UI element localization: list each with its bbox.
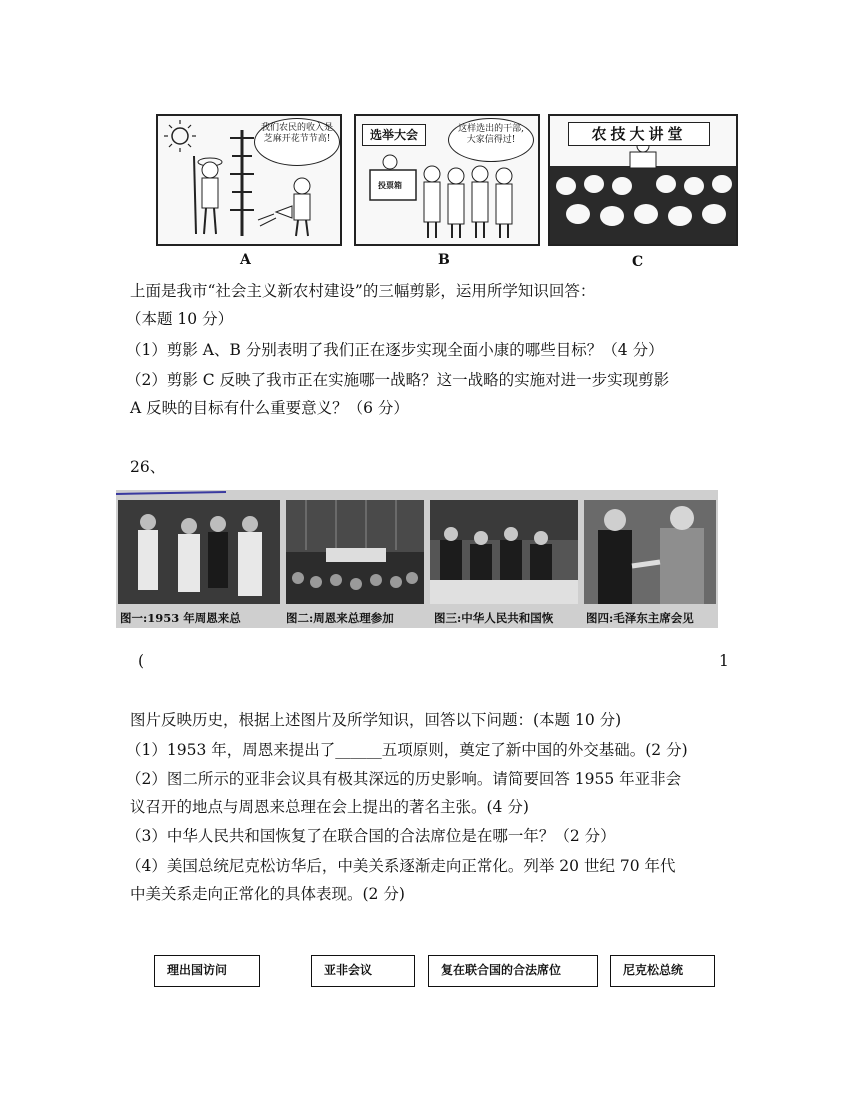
lecture-sign: 农技大讲堂 <box>568 122 710 146</box>
historical-photo-3 <box>430 500 578 604</box>
answer-box-1: 理出国访问 <box>154 955 260 987</box>
q25-question-1: （1）剪影 A、B 分别表明了我们正在逐步实现全面小康的哪些目标？（4 分） <box>126 341 664 359</box>
historical-photo-4 <box>584 500 716 604</box>
paren-left: ( <box>138 652 145 670</box>
photo-caption-2: 图二:周恩来总理参加 <box>286 611 394 625</box>
panel-label-b: B <box>438 252 450 268</box>
q25-question-2-line1: （2）剪影 C 反映了我市正在实施哪一战略？这一战略的实施对进一步实现剪影 <box>126 371 670 389</box>
photo-caption-3: 图三:中华人民共和国恢 <box>434 611 554 625</box>
photo-strip <box>116 490 718 628</box>
speech-bubble-b: 这样选出的干部,大家信得过! <box>448 118 534 162</box>
q26-question-4-line2: 中美关系走向正常化的具体表现。(2 分) <box>130 885 405 903</box>
election-sign: 选举大会 <box>362 124 426 146</box>
q26-number: 26、 <box>130 458 166 476</box>
q26-question-2-line2: 议召开的地点与周恩来总理在会上提出的著名主张。(4 分) <box>130 798 529 816</box>
answer-box-2: 亚非会议 <box>311 955 415 987</box>
q26-question-2-line1: （2）图二所示的亚非会议具有极其深远的历史影响。请简要回答 1955 年亚非会 <box>126 770 682 788</box>
cartoon-panel-a <box>156 114 342 246</box>
ballot-box-label: 投票箱 <box>378 180 402 190</box>
cartoon-panel-b <box>354 114 540 246</box>
q26-question-1: （1）1953 年，周恩来提出了______五项原则，奠定了新中国的外交基础。(2 分) <box>126 741 688 759</box>
cartoon-panel-c <box>548 114 738 246</box>
cartoon-strip <box>140 96 750 276</box>
historical-photo-1 <box>118 500 280 604</box>
q26-intro: 图片反映历史，根据上述图片及所学知识，回答以下问题：(本题 10 分) <box>130 711 622 729</box>
historical-photo-2 <box>286 500 424 604</box>
answer-box-4: 尼克松总统 <box>610 955 715 987</box>
paren-right: 1 <box>719 652 729 670</box>
speech-bubble-a: 我们农民的收入是芝麻开花节节高! <box>254 118 340 166</box>
panel-label-c: C <box>632 254 644 270</box>
q25-question-2-line2: A 反映的目标有什么重要意义？（6 分） <box>130 399 409 417</box>
q26-question-3: （3）中华人民共和国恢复了在联合国的合法席位是在哪一年？（2 分） <box>126 827 616 845</box>
q25-intro: 上面是我市“社会主义新农村建设”的三幅剪影，运用所学知识回答： <box>130 282 596 300</box>
photo-caption-1: 图一:1953 年周恩来总 <box>120 611 241 625</box>
q25-points: （本题 10 分） <box>126 310 234 328</box>
photo-caption-4: 图四:毛泽东主席会见 <box>586 611 694 625</box>
q26-question-4-line1: （4）美国总统尼克松访华后，中美关系逐渐走向正常化。列举 20 世纪 70 年代 <box>126 857 676 875</box>
answer-box-3: 复在联合国的合法席位 <box>428 955 598 987</box>
panel-label-a: A <box>240 252 251 268</box>
